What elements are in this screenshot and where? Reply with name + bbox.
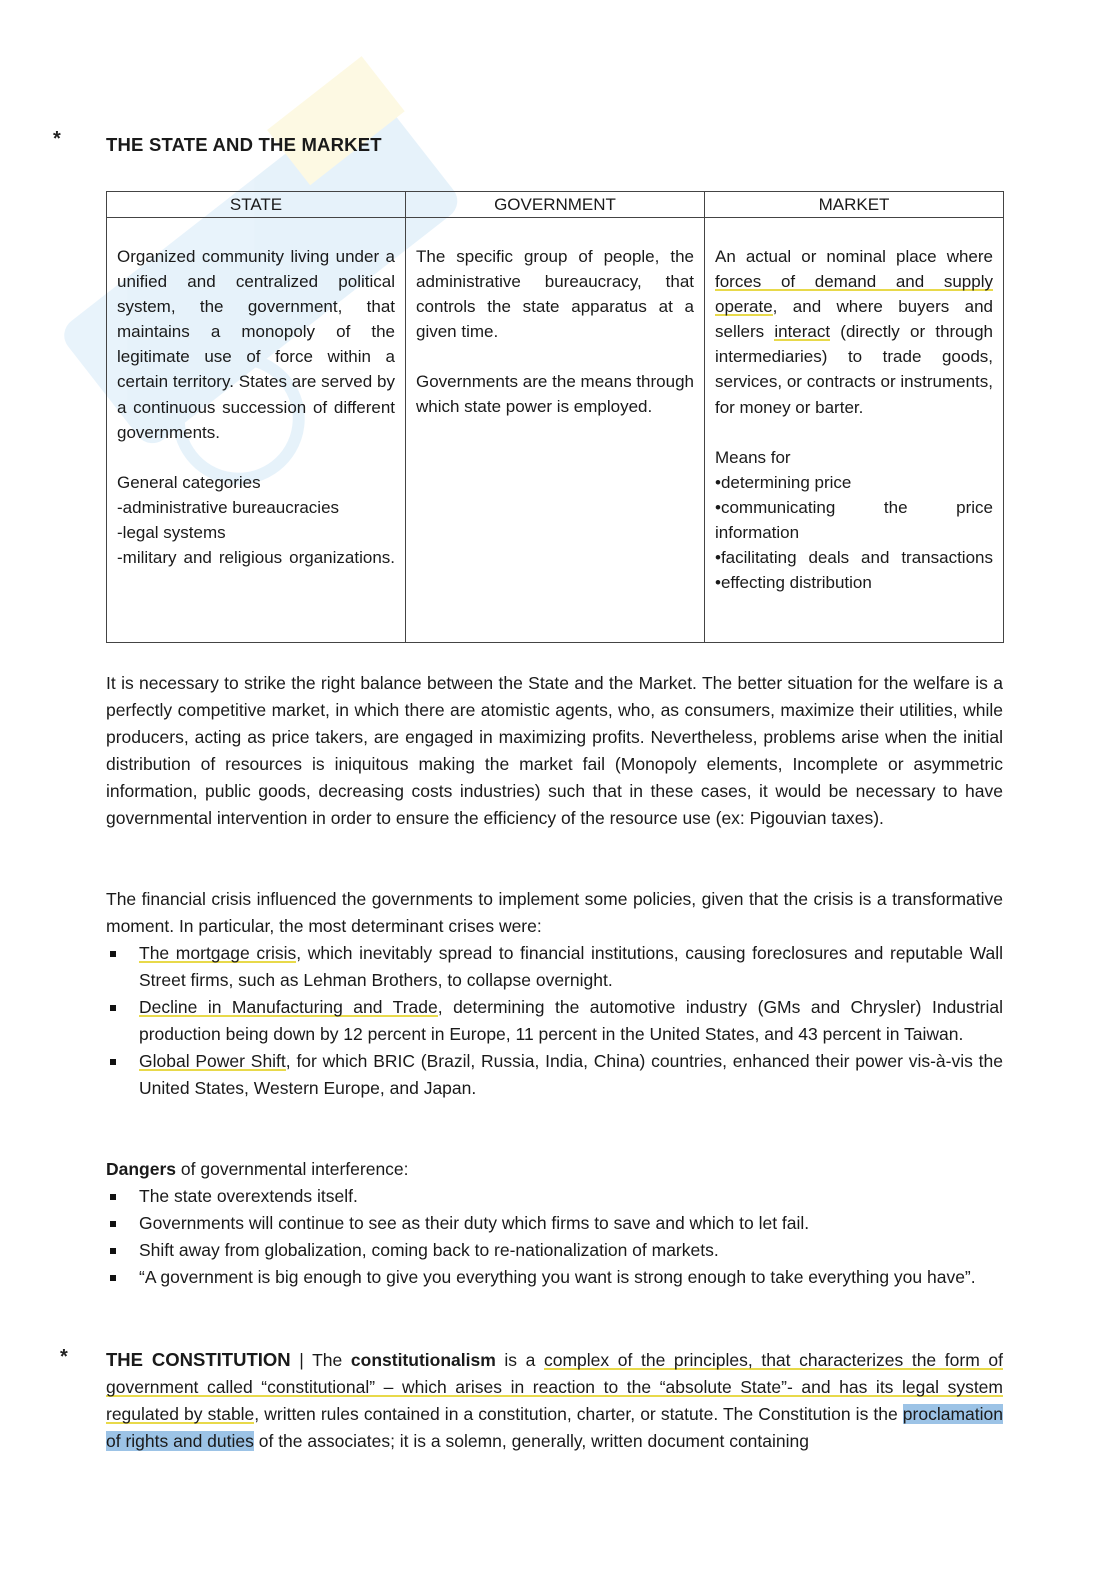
cell-market <box>705 218 1004 643</box>
list-item: Shift away from globalization, coming back to re-nationalization of markets. <box>106 1237 1003 1264</box>
section-marker: * <box>53 128 61 150</box>
balance-paragraph: It is necessary to strike the right balance between the State and the Market. The better situation for the welfare is a perfectly competitive market, in which there are atomistic agents, who, as consumers, maximize their utilities, while producers, acting as price takers, are engaged in maximizing profits. Nevertheless, problems arise when the initial distribution of resources is iniquitous making the market fail (Monopoly elements, Incomplete or asymmetric information, public goods, decreasing costs industries) such that in these cases, it would be necessary to have governmental intervention in order to ensure the efficiency of the resource use (ex: Pigouvian taxes). <box>106 673 1003 828</box>
dangers-section <box>106 1156 1003 1291</box>
market-means-title: Means for <box>715 447 791 467</box>
market-means-item: •facilitating deals and transactions <box>715 548 993 568</box>
government-definition: The specific group of people, the administrative bureaucracy, that controls the state apparatus at a given time. <box>416 247 694 342</box>
market-definition: An actual or nominal place where forces of demand and supply operate, and where buyers and sellers interact (directly or through intermediaries) to trade goods, services, or contracts or instruments, for money or barter. <box>715 247 993 417</box>
cell-government <box>406 218 705 643</box>
crisis-section <box>106 886 1003 1102</box>
constitution-paragraph: THE CONSTITUTION | The constitutionalism is a complex of the principles, that characterizes the form of government called “constitutional” – which arises in reaction to the “absolute State”- and has its legal system regulated by stable, written rules contained in a constitution, charter, or statute. The Constitution is the proclamation of rights and duties of the associates; it is a solemn, generally, written document containing <box>106 1349 1003 1451</box>
selection-highlight: proclamation of rights and duties <box>106 1404 1003 1451</box>
cell-state <box>107 218 406 643</box>
highlight: complex of the principles, that characterizes the form of government called “constitutional” – which arises in reaction to the “absolute State”- and has its legal system regulated by stable <box>106 1350 1003 1424</box>
market-means-item: •effecting distribution <box>715 573 872 593</box>
header-state: STATE <box>107 192 406 218</box>
market-means-item: •communicating the price information <box>715 497 993 542</box>
crisis-list <box>106 940 1003 1102</box>
government-means: Governments are the means through which state power is employed. <box>416 372 694 417</box>
highlight: forces of demand and supply operate <box>715 272 993 317</box>
list-item: “A government is big enough to give you everything you want is strong enough to take everything you have”. <box>106 1264 1003 1291</box>
dangers-title: Dangers of governmental interference: <box>106 1159 409 1179</box>
list-item: Global Power Shift, for which BRIC (Brazil, Russia, India, China) countries, enhanced their power vis-à-vis the United States, Western Europe, and Japan. <box>106 1048 1003 1102</box>
state-category: -legal systems <box>117 522 226 542</box>
highlight: interact <box>774 322 831 342</box>
list-item: Governments will continue to see as their duty which firms to save and which to let fail. <box>106 1210 1003 1237</box>
header-government: GOVERNMENT <box>406 192 705 218</box>
state-categories-title: General categories <box>117 472 261 492</box>
list-item: Decline in Manufacturing and Trade, determining the automotive industry (GMs and Chrysler) Industrial production being down by 12 percent in Europe, 11 percent in the United States, and 43 percent in Taiwan. <box>106 994 1003 1048</box>
section-heading: THE STATE AND THE MARKET <box>106 134 382 155</box>
state-category: -administrative bureaucracies <box>117 497 340 517</box>
header-market: MARKET <box>705 192 1004 218</box>
state-category: -military and religious organizations. <box>117 548 395 568</box>
list-item: The mortgage crisis, which inevitably spread to financial institutions, causing foreclosures and reputable Wall Street firms, such as Lehman Brothers, to collapse overnight. <box>106 940 1003 994</box>
crisis-intro: The financial crisis influenced the governments to implement some policies, given that the crisis is a transformative moment. In particular, the most determinant crises were: <box>106 889 1003 936</box>
section-marker: * <box>60 1346 68 1368</box>
market-means-item: •determining price <box>715 472 852 492</box>
comparison-table <box>106 191 1004 643</box>
state-definition: Organized community living under a unified and centralized political system, the government, that maintains a monopoly of the legitimate use of force within a certain territory. States are served by a continuous succession of different governments. <box>117 247 395 442</box>
dangers-list <box>106 1183 1003 1291</box>
list-item: The state overextends itself. <box>106 1183 1003 1210</box>
